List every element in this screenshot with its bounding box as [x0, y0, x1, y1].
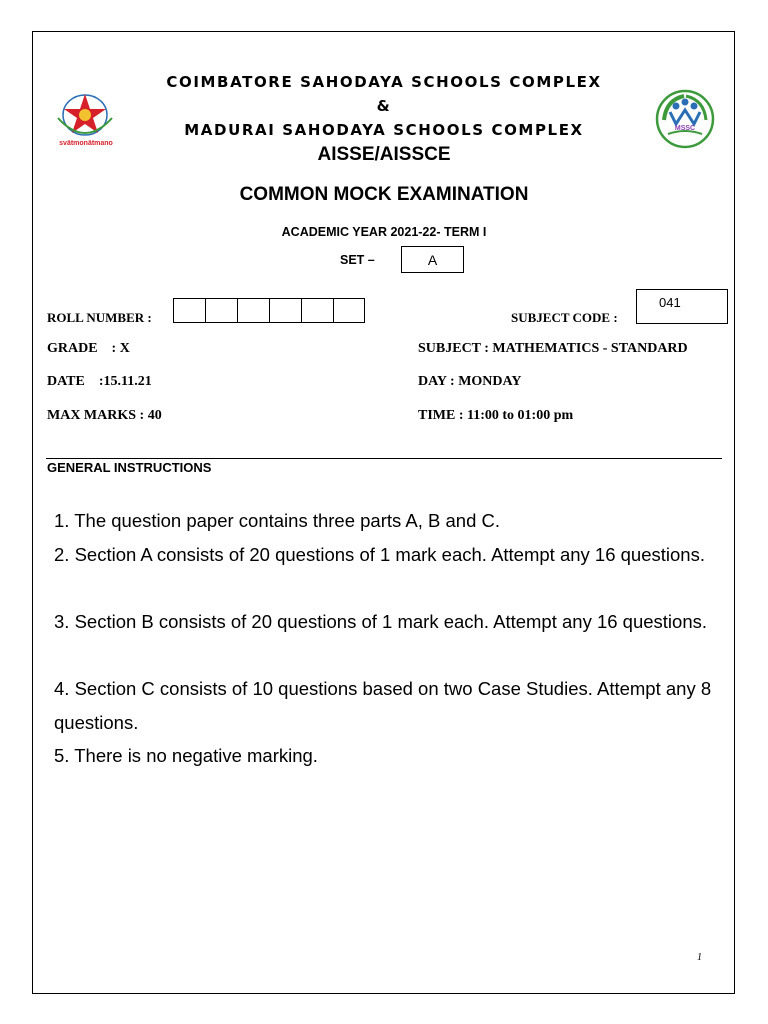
instruction-item: 2. Section A consists of 20 questions of 1 mark each. Attempt any 16 questions.: [54, 544, 705, 565]
header-aisse: AISSE/AISSCE: [317, 144, 451, 165]
header-line-1: COIMBATORE SAHODAYA SCHOOLS COMPLEX: [166, 73, 602, 91]
subject: SUBJECT : MATHEMATICS - STANDARD: [418, 341, 688, 356]
instruction-item: 3. Section B consists of 20 questions of 1 mark each. Attempt any 16 questions.: [54, 611, 708, 632]
right-logo-caption: MSSC: [674, 125, 696, 132]
header-ampersand: &: [376, 97, 392, 115]
roll-cell[interactable]: [206, 299, 238, 323]
academic-year: ACADEMIC YEAR 2021-22- TERM I: [281, 225, 487, 239]
max-marks: MAX MARKS : 40: [47, 408, 162, 423]
day: DAY : MONDAY: [418, 374, 522, 389]
instruction-item: 1. The question paper contains three parts A, B and C.: [54, 510, 500, 531]
instructions-heading: GENERAL INSTRUCTIONS: [47, 460, 212, 475]
instruction-item: 4. Section C consists of 10 questions based on two Case Studies. Attempt any 8 questions.: [54, 678, 712, 733]
roll-cell[interactable]: [334, 299, 366, 323]
roll-cell[interactable]: [238, 299, 270, 323]
subject-code-label: SUBJECT CODE :: [511, 310, 618, 325]
page-number: 1: [697, 952, 702, 963]
roll-cell[interactable]: [174, 299, 206, 323]
header-line-3: MADURAI SAHODAYA SCHOOLS COMPLEX: [184, 121, 584, 139]
date: DATE :15.11.21: [47, 374, 152, 389]
grade: GRADE : X: [47, 341, 130, 356]
section-divider: [46, 458, 722, 459]
roll-number-boxes[interactable]: [173, 298, 365, 323]
set-value-box: [401, 246, 464, 273]
left-logo-caption: svätmonätmano: [59, 140, 113, 147]
roll-cell[interactable]: [302, 299, 334, 323]
set-value: A: [427, 252, 438, 268]
exam-title: COMMON MOCK EXAMINATION: [239, 184, 529, 205]
subject-code-value: 041: [659, 295, 681, 310]
time: TIME : 11:00 to 01:00 pm: [418, 408, 574, 423]
set-label: SET –: [340, 253, 375, 267]
roll-cell[interactable]: [270, 299, 302, 323]
subject-code-box: [636, 289, 728, 324]
instruction-item: 5. There is no negative marking.: [54, 745, 318, 766]
roll-number-label: ROLL NUMBER :: [47, 310, 152, 325]
